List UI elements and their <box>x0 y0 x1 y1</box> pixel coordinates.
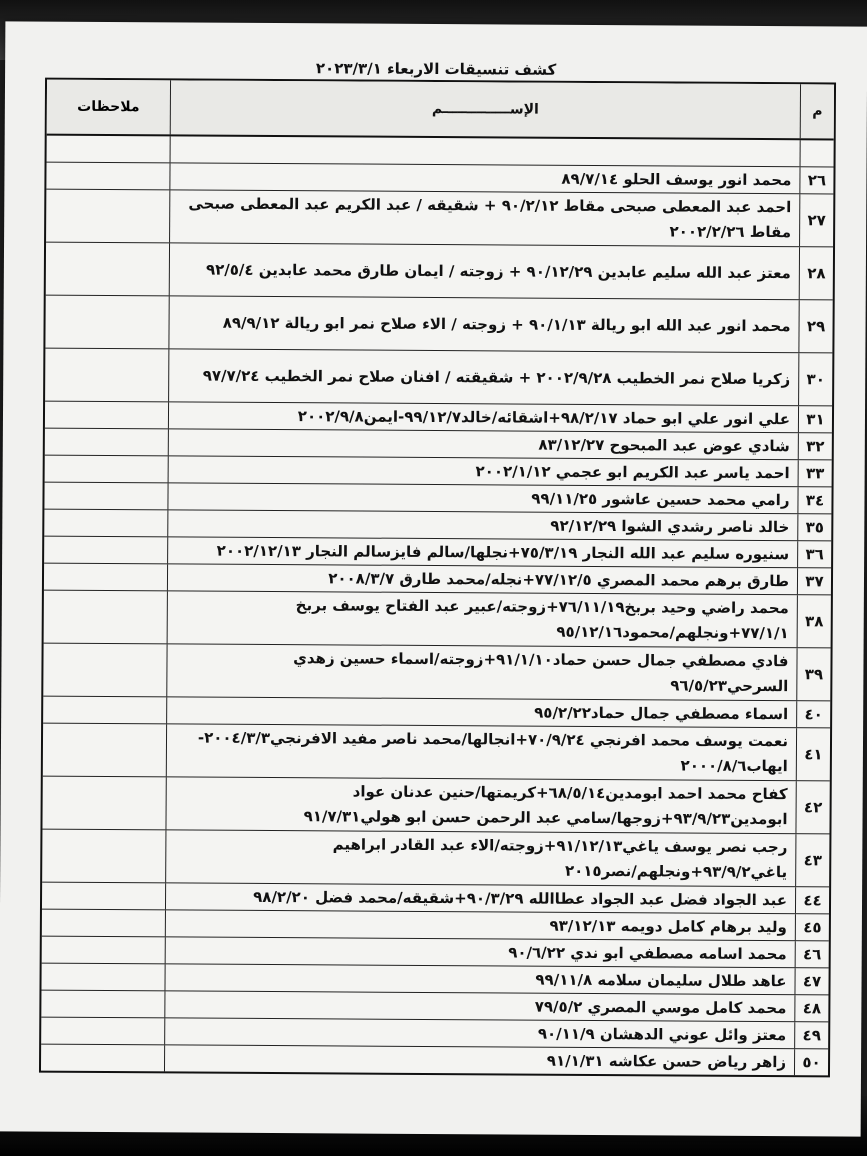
row-name: احمد ياسر عبد الكريم ابو عجمي ٢٠٠٢/١/١٢ <box>168 456 798 486</box>
header-name: الإســــــــــــــم <box>170 80 800 138</box>
table-row <box>46 243 833 301</box>
row-number: ٢٧ <box>799 194 833 246</box>
row-name: رامي محمد حسين عاشور ٩٩/١١/٢٥ <box>167 483 797 513</box>
row-number: ٢٦ <box>799 167 833 193</box>
table-row <box>45 296 832 354</box>
names-table <box>39 78 836 1078</box>
row-name: زكريا صلاح نمر الخطيب ٢٠٠٢/٩/٢٨ + شقيقته / افنان صلاح نمر الخطيب ٩٧/٧/٢٤ <box>168 349 798 405</box>
row-name: علي انور علي ابو حماد ٩٨/٢/١٧+اشقائه/خالد٩٩/١٢/٧-ايمن٢٠٠٢/٩/٨ <box>168 402 798 432</box>
row-number: ٣١ <box>798 406 832 432</box>
row-name: نعمت يوسف محمد افرنجي ٧٠/٩/٢٤+انجالها/محمد ناصر مفيد الافرنجي٢٠٠٤/٣/٣-ايهاب٢٠٠٠/٨/٦ <box>166 724 796 780</box>
table-header-row <box>47 80 834 141</box>
row-number: ٢٩ <box>798 300 832 352</box>
row-name: كفاح محمد احمد ابومدين٦٨/٥/١٤+كريمتها/حنين عدنان عواد ابومدين٩٣/٩/٢٣+زوجها/سامي عبد الرحمن حسن ابو هولي٩١/٧/٣١ <box>165 777 795 833</box>
row-number: ٣٠ <box>798 353 832 405</box>
header-num: م <box>800 84 834 138</box>
row-name: خالد ناصر رشدي الشوا ٩٢/١٢/٢٩ <box>167 510 797 540</box>
row-notes <box>45 429 168 456</box>
row-notes <box>42 910 165 937</box>
row-notes <box>46 163 169 190</box>
row-number: ٤٩ <box>794 1022 828 1048</box>
row-notes <box>43 724 166 777</box>
row-name: شادي عوض عبد المبحوح ٨٣/١٢/٢٧ <box>168 429 798 459</box>
row-name: سنيوره سليم عبد الله النجار ٧٥/٣/١٩+نجلها/سالم فايزسالم النجار ٢٠٠٢/١٢/١٣ <box>167 537 797 567</box>
row-notes <box>44 483 167 510</box>
row-number: ٣٨ <box>797 595 831 647</box>
row-notes <box>42 777 165 830</box>
row-notes <box>46 243 169 296</box>
row-name: محمد انور يوسف الحلو ٨٩/٧/١٤ <box>169 163 799 193</box>
row-number: ٣٧ <box>797 568 831 594</box>
row-notes <box>45 349 168 402</box>
row-name: عاهد طلال سليمان سلامه ٩٩/١١/٨ <box>164 964 794 994</box>
row-name: فادي مصطفي جمال حسن حماد٩١/١/١٠+زوجته/اسماء حسين زهدي السرحي٩٦/٥/٢٣ <box>166 644 796 700</box>
row-number: ٤٥ <box>795 914 829 940</box>
row-number: ٤٠ <box>796 701 830 727</box>
table-row <box>42 777 829 835</box>
row-notes <box>44 537 167 564</box>
row-notes <box>46 190 169 243</box>
row-number: ٤٧ <box>794 968 828 994</box>
row-number: ٢٨ <box>799 247 833 299</box>
row-notes <box>41 1018 164 1045</box>
table-row <box>46 190 833 248</box>
row-number: ٤٨ <box>794 995 828 1021</box>
row-notes <box>42 830 165 883</box>
row-name: اسماء مصطفي جمال حماد٩٥/٢/٢٢ <box>166 697 796 727</box>
row-number: ٤١ <box>796 728 830 780</box>
row-notes <box>41 964 164 991</box>
row-name: زاهر رياض حسن عكاشه ٩١/١/٣١ <box>164 1045 794 1075</box>
row-number: ٣٩ <box>796 648 830 700</box>
page-title: كشف تنسيقات الاربعاء ٢٠٢٣/٣/١ <box>315 59 557 79</box>
table-row <box>43 724 830 782</box>
table-row <box>44 591 831 649</box>
row-name: محمد انور عبد الله ابو ريالة ٩٠/١/١٣ + زوجته / الاء صلاح نمر ابو ريالة ٨٩/٩/١٢ <box>168 296 798 352</box>
row-number: ٣٤ <box>797 487 831 513</box>
row-name: محمد اسامه مصطفي ابو ندي ٩٠/٦/٢٢ <box>165 937 795 967</box>
row-number: ٣٣ <box>798 460 832 486</box>
row-name: محمد كامل موسي المصري ٧٩/٥/٢ <box>164 991 794 1021</box>
row-notes <box>45 402 168 429</box>
table-row <box>42 830 829 888</box>
row-name: رجب نصر يوسف ياغي٩١/١٢/١٣+زوجته/الاء عبد القادر ابراهيم ياغي٩٣/٩/٢+ونجلهم/نصر٢٠١٥ <box>165 830 795 886</box>
row-name: طارق برهم محمد المصري ٧٧/١٢/٥+نجله/محمد طارق ٢٠٠٨/٣/٧ <box>167 564 797 594</box>
row-name: عبد الجواد فضل عبد الجواد عطاالله ٩٠/٣/٢٩+شقيقه/محمد فضل ٩٨/٢/٢٠ <box>165 883 795 913</box>
row-notes <box>42 937 165 964</box>
row-number: ٤٤ <box>795 887 829 913</box>
row-notes <box>43 697 166 724</box>
row-notes <box>44 510 167 537</box>
row-number: ٣٢ <box>798 433 832 459</box>
row-notes <box>44 564 167 591</box>
row-number: ٤٦ <box>795 941 829 967</box>
row-number: ٥٠ <box>794 1049 828 1075</box>
row-number: ٤٢ <box>795 781 829 833</box>
row-notes <box>43 644 166 697</box>
table-body <box>41 163 834 1076</box>
row-number: ٤٣ <box>795 834 829 886</box>
row-notes <box>44 591 167 644</box>
row-notes <box>45 456 168 483</box>
header-notes: ملاحظات <box>77 98 140 116</box>
table-row <box>43 644 830 702</box>
row-name: وليد برهام كامل دويمه ٩٣/١٢/١٣ <box>165 910 795 940</box>
table-row <box>41 1045 828 1076</box>
row-notes <box>42 883 165 910</box>
row-notes <box>41 1045 164 1072</box>
table-row <box>45 349 832 407</box>
row-name: معتز وائل عوني الدهشان ٩٠/١١/٩ <box>164 1018 794 1048</box>
row-number: ٣٦ <box>797 541 831 567</box>
row-name: احمد عبد المعطى صبحى مقاط ٩٠/٢/١٢ + شقيقه / عبد الكريم عبد المعطى صبحى مقاط ٢٠٠٢/٢/٢٦ <box>169 190 799 246</box>
row-notes <box>45 296 168 349</box>
row-number: ٣٥ <box>797 514 831 540</box>
paper-sheet <box>0 21 867 1136</box>
row-name: معتز عبد الله سليم عابدين ٩٠/١٢/٢٩ + زوجته / ايمان طارق محمد عابدين ٩٢/٥/٤ <box>169 243 799 299</box>
row-notes <box>41 991 164 1018</box>
row-name: محمد راضي وحيد بربخ٧٦/١١/١٩+زوجته/عبير عبد الفتاح يوسف بربخ ٧٧/١/١+ونجلهم/محمود٩٥/١٢/١٦ <box>167 591 797 647</box>
